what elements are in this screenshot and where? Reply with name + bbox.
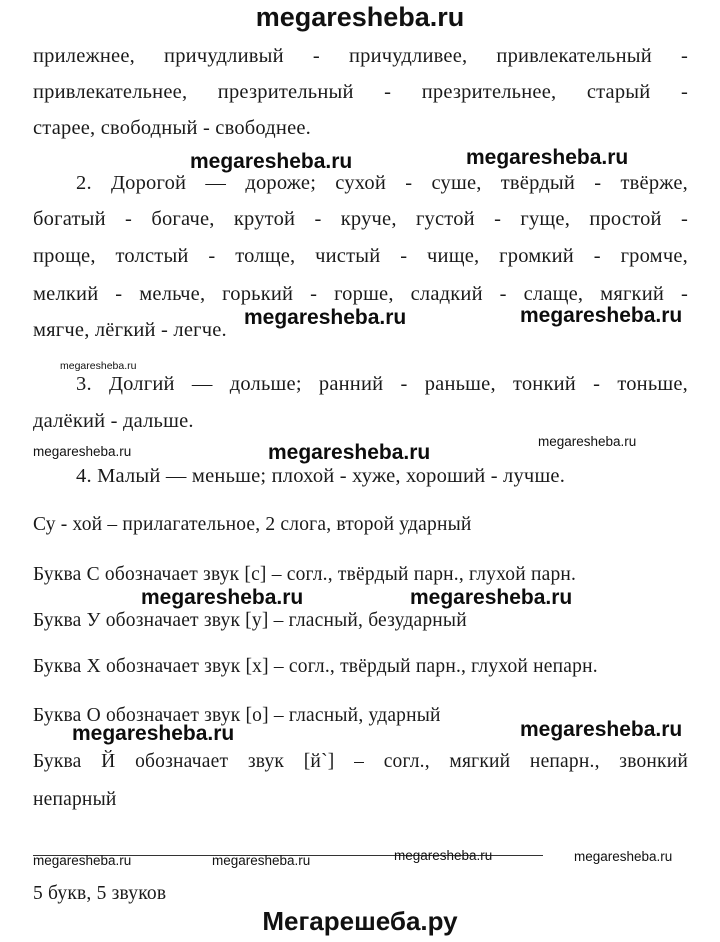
text-line: мелкий - мельче, горький - горше, сладкий - слаще, мягкий -: [33, 283, 688, 305]
text-line: Буква О обозначает звук [о] – гласный, ударный: [33, 705, 441, 726]
text-line: Буква Х обозначает звук [х] – согл., твёрдый парн., глухой непарн.: [33, 656, 598, 677]
watermark: megaresheba.ru: [410, 586, 573, 609]
watermark: megaresheba.ru: [244, 306, 407, 329]
watermark: megaresheba.ru: [268, 441, 431, 464]
text-line: 2. Дорогой — дороже; сухой - суше, твёрдый - твёрже,: [76, 172, 688, 194]
text-line: Буква У обозначает звук [у] – гласный, безударный: [33, 610, 467, 631]
text-line: прилежнее, причудливый - причудливее, привлекательный -: [33, 45, 688, 67]
text-line: мягче, лёгкий - легче.: [33, 319, 227, 341]
text-line: привлекательнее, презрительный - презрительнее, старый -: [33, 81, 688, 103]
text-line: 3. Долгий — дольше; ранний - раньше, тонкий - тоньше,: [76, 373, 688, 395]
header-watermark: megaresheba.ru: [255, 2, 465, 32]
text-line: непарный: [33, 789, 117, 810]
watermark: megaresheba.ru: [212, 853, 311, 868]
watermark: megaresheba.ru: [538, 434, 637, 449]
watermark: megaresheba.ru: [574, 849, 673, 864]
text-line: 5 букв, 5 звуков: [33, 883, 167, 904]
watermark: megaresheba.ru: [72, 722, 235, 745]
text-line: Буква С обозначает звук [с] – согл., твёрдый парн., глухой парн.: [33, 564, 577, 585]
watermark: megaresheba.ru: [60, 360, 137, 372]
text-line: Су - хой – прилагательное, 2 слога, второй ударный: [33, 514, 472, 535]
text-line: далёкий - дальше.: [33, 410, 194, 432]
watermark: megaresheba.ru: [520, 718, 683, 741]
text-line: богатый - богаче, крутой - круче, густой - гуще, простой -: [33, 208, 688, 230]
watermark: megaresheba.ru: [190, 150, 353, 173]
text-line: проще, толстый - толще, чистый - чище, громкий - громче,: [33, 245, 688, 267]
watermark: megaresheba.ru: [141, 586, 304, 609]
watermark: megaresheba.ru: [33, 853, 132, 868]
footer-watermark: Мегарешеба.ру: [262, 906, 458, 936]
watermark: megaresheba.ru: [394, 848, 493, 863]
watermark: megaresheba.ru: [33, 444, 132, 459]
text-line: старее, свободный - свободнее.: [33, 117, 312, 139]
watermark: megaresheba.ru: [520, 304, 683, 327]
text-line: 4. Малый — меньше; плохой - хуже, хороший - лучше.: [76, 465, 566, 487]
watermark: megaresheba.ru: [466, 146, 629, 169]
text-line: Буква Й обозначает звук [й`] – согл., мягкий непарн., звонкий: [33, 751, 688, 772]
